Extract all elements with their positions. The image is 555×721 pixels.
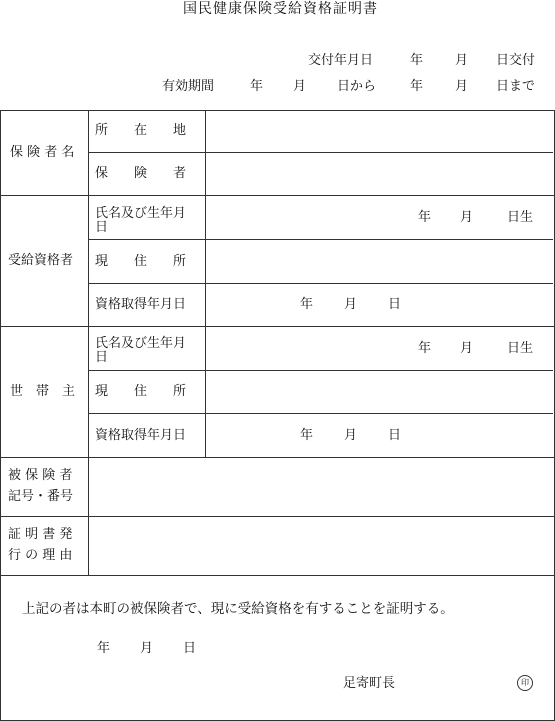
validity-end-month-unit: 月 bbox=[455, 79, 469, 94]
insured-id-label: 被 保 険 者 bbox=[8, 468, 73, 483]
insured-id-label-cont: 記号・番号 bbox=[8, 489, 74, 504]
issue-year-unit: 年 bbox=[410, 53, 424, 68]
insurer-name-label: 保 険 者 bbox=[95, 166, 187, 181]
beneficiary-address-label: 現 住 所 bbox=[95, 254, 187, 269]
certification-statement: 上記の者は本町の被保険者で、現に受給資格を有することを証明する。 bbox=[22, 601, 454, 617]
beneficiary-acq-year-unit: 年 bbox=[300, 297, 314, 312]
beneficiary-dob-month-unit: 月 bbox=[460, 210, 474, 225]
field-column-divider bbox=[205, 110, 206, 457]
validity-start-suffix: 日から bbox=[337, 79, 377, 94]
validity-end-suffix: 日まで bbox=[496, 79, 536, 94]
certificate-form-frame bbox=[0, 110, 555, 721]
beneficiary-acq-month-unit: 月 bbox=[344, 297, 358, 312]
certification-year-unit: 年 bbox=[97, 641, 111, 656]
issue-reason-label: 証 明 書 発 bbox=[8, 527, 73, 542]
row-divider bbox=[88, 413, 553, 414]
row-divider bbox=[88, 283, 553, 284]
householder-dob-year-unit: 年 bbox=[418, 341, 432, 356]
householder-name-dob-label-cont: 日 bbox=[95, 350, 109, 365]
section-divider bbox=[0, 457, 555, 458]
householder-acq-year-unit: 年 bbox=[300, 428, 314, 443]
beneficiary-dob-day-unit: 日生 bbox=[507, 210, 534, 225]
beneficiary-name-dob-label-cont: 日 bbox=[95, 220, 109, 235]
beneficiary-name-dob-label: 氏名及び生年月 bbox=[95, 206, 187, 221]
householder-acq-day-unit: 日 bbox=[388, 428, 402, 443]
householder-dob-month-unit: 月 bbox=[460, 341, 474, 356]
section-divider bbox=[0, 516, 555, 517]
issue-date-label: 交付年月日 bbox=[308, 53, 374, 68]
householder-name-dob-label: 氏名及び生年月 bbox=[95, 336, 187, 351]
section-divider bbox=[0, 195, 555, 196]
label-column-divider bbox=[88, 110, 89, 575]
row-divider bbox=[88, 370, 553, 371]
beneficiary-section-header: 受給資格者 bbox=[8, 253, 74, 268]
insurer-section-header: 保 険 者 名 bbox=[10, 145, 75, 160]
section-divider bbox=[0, 575, 555, 576]
section-divider bbox=[0, 326, 555, 327]
issue-month-unit: 月 bbox=[455, 53, 469, 68]
householder-acquired-label: 資格取得年月日 bbox=[95, 428, 187, 443]
householder-section-header: 世 帯 主 bbox=[10, 384, 76, 399]
certification-month-unit: 月 bbox=[140, 641, 154, 656]
validity-start-month-unit: 月 bbox=[293, 79, 307, 94]
beneficiary-acquired-label: 資格取得年月日 bbox=[95, 297, 187, 312]
householder-dob-day-unit: 日生 bbox=[507, 341, 534, 356]
issue-day-suffix: 日交付 bbox=[496, 53, 536, 68]
validity-start-year-unit: 年 bbox=[250, 79, 264, 94]
row-divider bbox=[88, 152, 553, 153]
beneficiary-acq-day-unit: 日 bbox=[388, 297, 402, 312]
beneficiary-dob-year-unit: 年 bbox=[418, 210, 432, 225]
issue-reason-label-cont: 行 の 理 由 bbox=[8, 548, 73, 563]
validity-end-year-unit: 年 bbox=[410, 79, 424, 94]
document-title: 国民健康保険受給資格証明書 bbox=[183, 1, 378, 17]
insurer-address-label: 所 在 地 bbox=[95, 123, 187, 138]
issuer-title: 足寄町長 bbox=[343, 676, 396, 691]
validity-label: 有効期間 bbox=[162, 79, 215, 94]
row-divider bbox=[88, 239, 553, 240]
householder-acq-month-unit: 月 bbox=[344, 428, 358, 443]
householder-address-label: 現 住 所 bbox=[95, 384, 187, 399]
certification-day-unit: 日 bbox=[183, 641, 197, 656]
seal-mark-icon: 印 bbox=[517, 675, 533, 691]
